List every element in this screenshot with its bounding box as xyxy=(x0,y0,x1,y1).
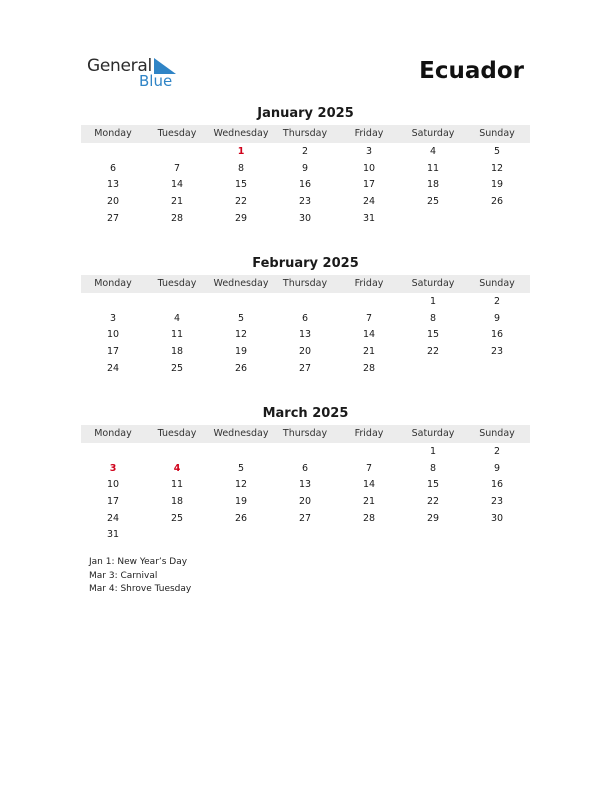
day-cell: 23 xyxy=(490,346,504,358)
week-row xyxy=(81,144,530,161)
day-cell: 12 xyxy=(234,479,248,491)
holiday-notes xyxy=(89,556,191,597)
day-cell: 21 xyxy=(170,196,184,208)
day-cell: 30 xyxy=(490,512,504,524)
day-cell: 29 xyxy=(234,212,248,224)
weekday-header xyxy=(81,125,530,143)
holiday-note: Jan 1: New Year’s Day xyxy=(89,557,188,567)
week-row xyxy=(81,294,530,311)
empty-day-cell xyxy=(273,444,337,461)
day-cell: 12 xyxy=(234,329,248,341)
day-cell: 14 xyxy=(362,329,376,341)
day-cell: 6 xyxy=(301,312,309,324)
day-cell: 9 xyxy=(301,162,309,174)
day-cell: 26 xyxy=(234,512,248,524)
day-cell: 20 xyxy=(106,196,120,208)
day-cell: 2 xyxy=(493,296,501,307)
empty-day-cell xyxy=(337,444,401,461)
empty-day-cell xyxy=(209,444,273,461)
week-row xyxy=(81,161,530,178)
day-cell: 1 xyxy=(429,296,437,307)
day-cell: 15 xyxy=(426,329,440,341)
day-cell: 4 xyxy=(173,462,181,474)
day-cell: 16 xyxy=(490,479,504,491)
day-cell: 7 xyxy=(365,312,373,324)
day-cell: 20 xyxy=(298,496,312,508)
week-row xyxy=(81,194,530,211)
week-row xyxy=(81,494,530,511)
day-cell: 31 xyxy=(362,212,376,224)
day-cell: 15 xyxy=(426,479,440,491)
day-cell: 19 xyxy=(234,346,248,358)
day-cell: 4 xyxy=(173,312,181,324)
day-cell: 15 xyxy=(234,179,248,191)
day-cell: 22 xyxy=(426,496,440,508)
day-cell: 6 xyxy=(109,162,117,174)
day-cell: 27 xyxy=(298,512,312,524)
day-cell: 3 xyxy=(365,146,373,157)
day-cell: 26 xyxy=(234,362,248,374)
week-row xyxy=(81,211,530,228)
weekday-label: Sunday xyxy=(479,428,515,439)
day-cell: 13 xyxy=(298,479,312,491)
day-cell: 23 xyxy=(490,496,504,508)
week-row xyxy=(81,177,530,194)
day-cell: 20 xyxy=(298,346,312,358)
country-title: Ecuador xyxy=(419,58,524,84)
day-cell: 9 xyxy=(493,312,501,324)
empty-day-cell xyxy=(145,527,209,544)
day-cell: 28 xyxy=(362,362,376,374)
day-cell: 7 xyxy=(365,462,373,474)
day-cell: 27 xyxy=(298,362,312,374)
day-cell: 18 xyxy=(170,496,184,508)
logo-text-general: General xyxy=(87,56,152,76)
day-cell: 10 xyxy=(106,329,120,341)
day-cell: 11 xyxy=(426,162,440,174)
month-february xyxy=(81,256,530,377)
empty-day-cell xyxy=(337,527,401,544)
weekday-label: Wednesday xyxy=(213,428,269,439)
week-row xyxy=(81,527,530,544)
week-row xyxy=(81,444,530,461)
day-cell: 1 xyxy=(237,146,245,157)
weekday-label: Monday xyxy=(94,428,132,439)
day-cell: 8 xyxy=(429,312,437,324)
weekday-label: Saturday xyxy=(411,428,455,439)
empty-day-cell xyxy=(145,444,209,461)
month-title: January 2025 xyxy=(257,106,354,121)
day-cell: 4 xyxy=(429,146,437,157)
month-march xyxy=(81,406,530,544)
day-cell: 28 xyxy=(362,512,376,524)
week-row xyxy=(81,327,530,344)
day-cell: 5 xyxy=(237,312,245,324)
day-cell: 10 xyxy=(362,162,376,174)
weekday-header xyxy=(81,425,530,443)
logo-text-blue: Blue xyxy=(139,72,173,90)
weekday-label: Monday xyxy=(94,128,132,139)
weekday-label: Sunday xyxy=(479,278,515,289)
week-row xyxy=(81,511,530,528)
day-cell: 17 xyxy=(106,496,120,508)
weekday-label: Friday xyxy=(354,428,384,439)
empty-day-cell xyxy=(465,527,529,544)
empty-day-cell xyxy=(273,527,337,544)
day-cell: 24 xyxy=(362,196,376,208)
day-cell: 7 xyxy=(173,162,181,174)
empty-day-cell xyxy=(81,444,145,461)
day-cell: 18 xyxy=(426,179,440,191)
day-cell: 30 xyxy=(298,212,312,224)
month-title: March 2025 xyxy=(262,406,349,421)
holiday-note: Mar 4: Shrove Tuesday xyxy=(89,584,192,594)
day-cell: 17 xyxy=(106,346,120,358)
empty-day-cell xyxy=(465,211,529,228)
weekday-label: Thursday xyxy=(282,128,328,139)
day-cell: 24 xyxy=(106,362,120,374)
day-cell: 25 xyxy=(170,362,184,374)
day-cell: 14 xyxy=(170,179,184,191)
weekday-label: Friday xyxy=(354,278,384,289)
day-cell: 5 xyxy=(493,146,501,157)
day-cell: 5 xyxy=(237,462,245,474)
day-cell: 28 xyxy=(170,212,184,224)
month-title: February 2025 xyxy=(252,256,359,271)
day-cell: 19 xyxy=(234,496,248,508)
week-row xyxy=(81,344,530,361)
weekday-label: Saturday xyxy=(411,128,455,139)
weekday-label: Wednesday xyxy=(213,278,269,289)
day-cell: 29 xyxy=(426,512,440,524)
day-cell: 22 xyxy=(234,196,248,208)
weekday-label: Thursday xyxy=(282,428,328,439)
empty-day-cell xyxy=(209,527,273,544)
day-cell: 10 xyxy=(106,479,120,491)
day-cell: 21 xyxy=(362,496,376,508)
day-cell: 11 xyxy=(170,329,184,341)
day-cell: 22 xyxy=(426,346,440,358)
month-january xyxy=(81,106,530,227)
weekday-label: Thursday xyxy=(282,278,328,289)
weekday-label: Wednesday xyxy=(213,128,269,139)
day-cell: 17 xyxy=(362,179,376,191)
weekday-label: Tuesday xyxy=(157,128,197,139)
day-cell: 25 xyxy=(170,512,184,524)
empty-day-cell xyxy=(401,361,465,378)
day-cell: 13 xyxy=(298,329,312,341)
weekday-label: Tuesday xyxy=(157,428,197,439)
empty-day-cell xyxy=(337,294,401,311)
day-cell: 9 xyxy=(493,462,501,474)
day-cell: 11 xyxy=(170,479,184,491)
day-cell: 23 xyxy=(298,196,312,208)
day-cell: 16 xyxy=(298,179,312,191)
holiday-note: Mar 3: Carnival xyxy=(89,570,158,581)
day-cell: 8 xyxy=(429,462,437,474)
weekday-label: Monday xyxy=(94,278,132,289)
day-cell: 3 xyxy=(109,462,117,474)
week-row xyxy=(81,361,530,378)
empty-day-cell xyxy=(145,294,209,311)
empty-day-cell xyxy=(273,294,337,311)
day-cell: 12 xyxy=(490,162,504,174)
day-cell: 24 xyxy=(106,512,120,524)
empty-day-cell xyxy=(145,144,209,161)
week-row xyxy=(81,477,530,494)
day-cell: 16 xyxy=(490,329,504,341)
empty-day-cell xyxy=(401,211,465,228)
day-cell: 21 xyxy=(362,346,376,358)
week-row xyxy=(81,461,530,478)
day-cell: 6 xyxy=(301,462,309,474)
weekday-header xyxy=(81,275,530,293)
day-cell: 13 xyxy=(106,179,120,191)
empty-day-cell xyxy=(209,294,273,311)
day-cell: 31 xyxy=(106,529,120,541)
day-cell: 18 xyxy=(170,346,184,358)
weekday-label: Friday xyxy=(354,128,384,139)
day-cell: 19 xyxy=(490,179,504,191)
week-row xyxy=(81,311,530,328)
day-cell: 2 xyxy=(493,446,501,457)
day-cell: 8 xyxy=(237,162,245,174)
day-cell: 14 xyxy=(362,479,376,491)
empty-day-cell xyxy=(81,294,145,311)
day-cell: 27 xyxy=(106,212,120,224)
day-cell: 25 xyxy=(426,196,440,208)
day-cell: 3 xyxy=(109,312,117,324)
brand-logo xyxy=(87,56,187,92)
empty-day-cell xyxy=(81,144,145,161)
day-cell: 26 xyxy=(490,196,504,208)
weekday-label: Tuesday xyxy=(157,278,197,289)
day-cell: 1 xyxy=(429,446,437,457)
weekday-label: Saturday xyxy=(411,278,455,289)
weekday-label: Sunday xyxy=(479,128,515,139)
empty-day-cell xyxy=(401,527,465,544)
day-cell: 2 xyxy=(301,146,309,157)
empty-day-cell xyxy=(465,361,529,378)
